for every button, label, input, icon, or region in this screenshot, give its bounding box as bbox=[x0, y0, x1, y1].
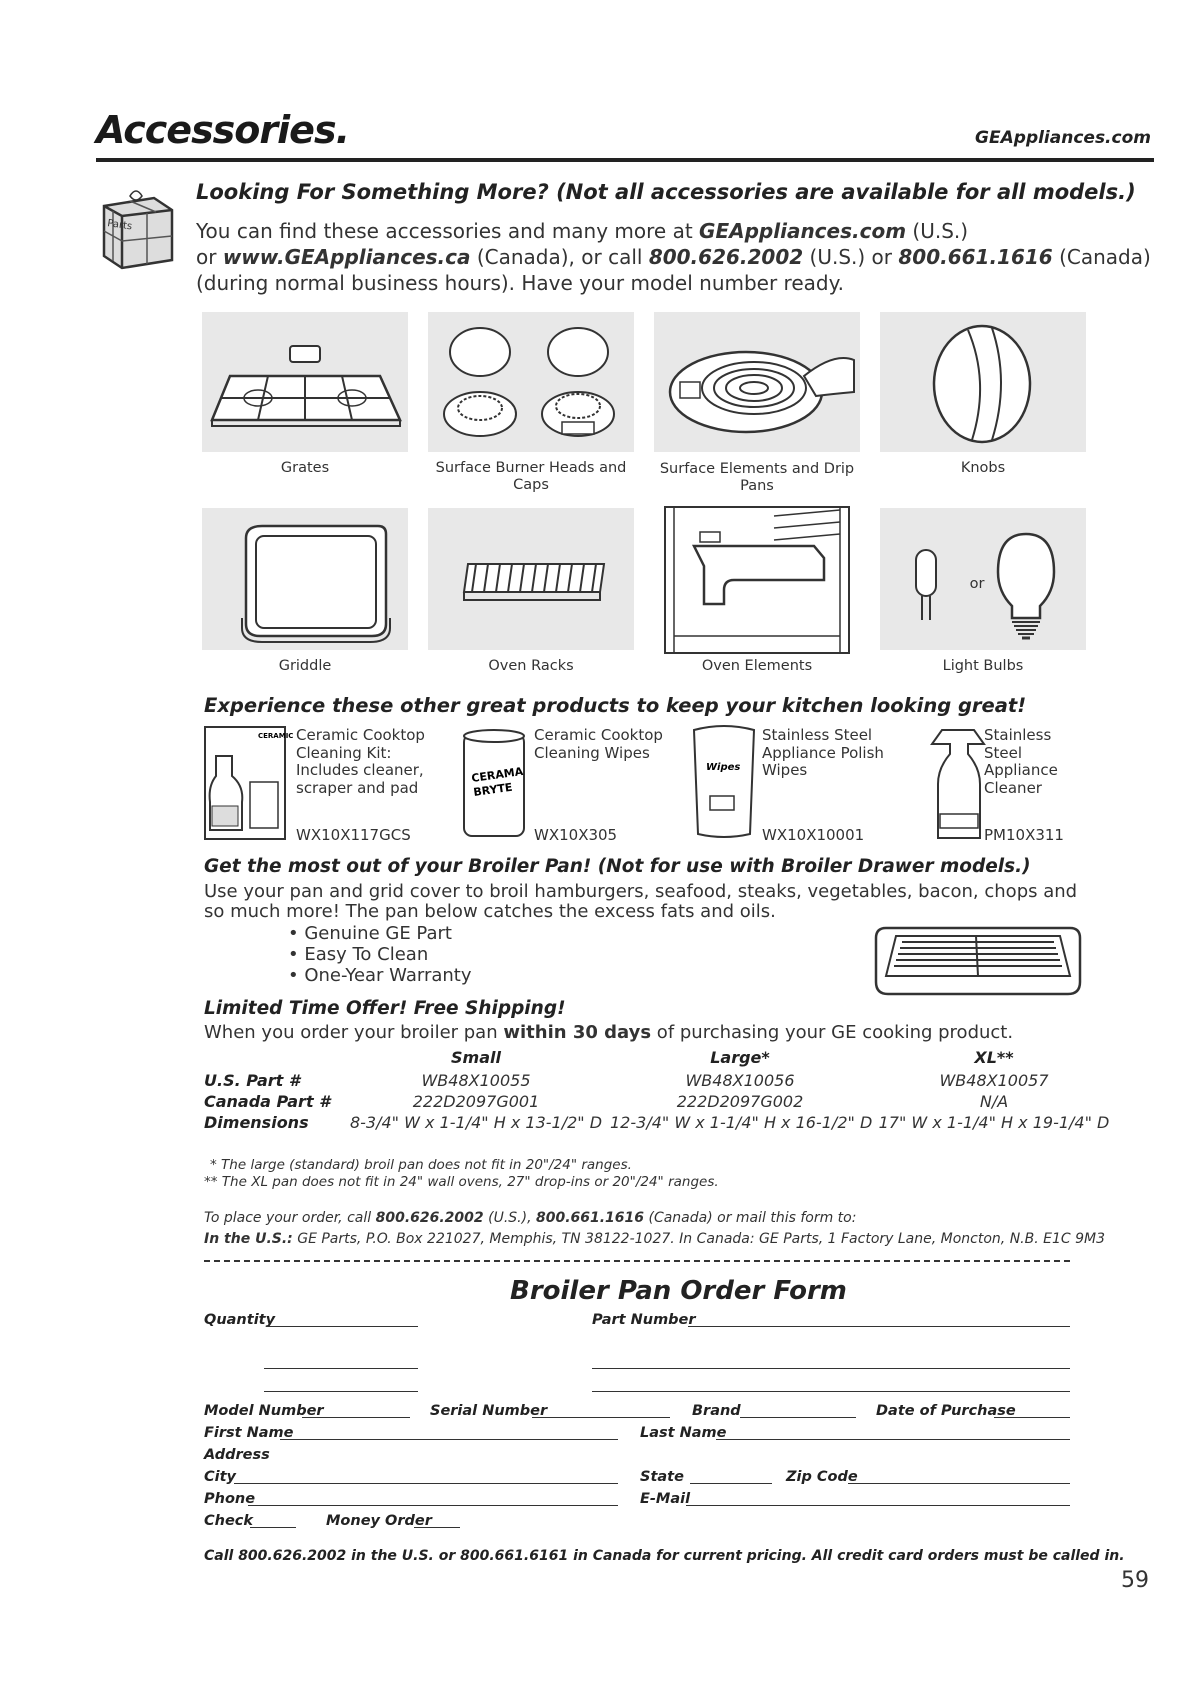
ca-site-link[interactable]: www.GEAppliances.ca bbox=[222, 245, 471, 269]
money-order-label: Money Order bbox=[326, 1513, 432, 1529]
broiler-text: Use your pan and grid cover to broil hamburgers, seafood, steaks, vegetables, bacon, chops and so much more! The pan below catches the excess fats and oils. bbox=[204, 881, 1078, 922]
bulb-or-text: or bbox=[969, 576, 985, 592]
broiler-heading: Get the most out of your Broiler Pan! (Not for use with Broiler Drawer models.) bbox=[204, 856, 1031, 877]
product-4-part: PM10X311 bbox=[984, 826, 1064, 844]
city-label: City bbox=[204, 1469, 236, 1485]
state-label: State bbox=[640, 1469, 684, 1485]
broiler-bullet-1: • Genuine GE Part bbox=[288, 923, 452, 944]
email-label: E-Mail bbox=[640, 1491, 691, 1507]
row-dim-label: Dimensions bbox=[204, 1113, 309, 1132]
dim-xl: 17" W x 1-1/4" H x 19-1/4" D bbox=[878, 1113, 1110, 1132]
svg-text:Parts: Parts bbox=[106, 218, 133, 233]
ca-small: 222D2097G001 bbox=[412, 1092, 540, 1111]
product-4-desc: Stainless Steel Appliance Cleaner bbox=[984, 726, 1058, 797]
note-xl: ** The XL pan does not fit in 24" wall ovens, 27" drop-ins or 20"/24" ranges. bbox=[204, 1174, 719, 1190]
address-label: Address bbox=[204, 1447, 270, 1463]
page-number: 59 bbox=[1121, 1568, 1149, 1593]
product-1-desc: Ceramic Cooktop Cleaning Kit: Includes cleaner, scraper and pad bbox=[296, 726, 425, 797]
serial-number-label: Serial Number bbox=[430, 1403, 548, 1419]
knobs-image bbox=[880, 312, 1086, 452]
brand-field[interactable] bbox=[740, 1417, 856, 1418]
note-large: * The large (standard) broil pan does not fit in 20"/24" ranges. bbox=[210, 1157, 632, 1173]
caption-griddle: Griddle bbox=[278, 658, 332, 674]
brand-label: Brand bbox=[692, 1403, 741, 1419]
phone-label: Phone bbox=[204, 1491, 256, 1507]
us-xl: WB48X10057 bbox=[939, 1071, 1049, 1090]
quantity-field-3[interactable] bbox=[264, 1391, 418, 1392]
surface-elements-image bbox=[654, 312, 860, 452]
broiler-bullet-3: • One-Year Warranty bbox=[288, 965, 472, 986]
phone-field[interactable] bbox=[248, 1505, 618, 1506]
cleaning-kit-icon bbox=[204, 726, 294, 840]
check-label: Check bbox=[204, 1513, 254, 1529]
product-3-desc: Stainless Steel Appliance Polish Wipes bbox=[762, 726, 884, 779]
caption-oven-racks: Oven Racks bbox=[488, 658, 574, 674]
date-of-purchase-label: Date of Purchase bbox=[876, 1403, 1016, 1419]
first-name-label: First Name bbox=[204, 1425, 294, 1441]
product-2-desc: Ceramic Cooktop Cleaning Wipes bbox=[534, 726, 663, 762]
svg-text:CERAMA: CERAMA bbox=[470, 764, 524, 785]
money-order-field[interactable] bbox=[414, 1527, 460, 1528]
product-3-part: WX10X10001 bbox=[762, 826, 865, 844]
email-field[interactable] bbox=[686, 1505, 1070, 1506]
quantity-field-2[interactable] bbox=[264, 1368, 418, 1369]
col-large: Large* bbox=[710, 1048, 770, 1067]
first-name-field[interactable] bbox=[280, 1439, 618, 1440]
intro-text: You can find these accessories and many more at GEAppliances.com (U.S.) or www.GEAppliances.ca (Canada), or call 800.626.2002 (U.S.) or 800.661.1616 (Canada) (during normal business hours). Have your model number ready. bbox=[196, 219, 1151, 295]
cleaning-wipes-icon bbox=[460, 726, 528, 840]
header-rule bbox=[96, 158, 1154, 162]
offer-text: When you order your broiler pan within 30 days of purchasing your GE cooking product. bbox=[204, 1022, 1014, 1043]
part-number-label: Part Number bbox=[592, 1312, 696, 1328]
city-field[interactable] bbox=[234, 1483, 618, 1484]
griddle-image bbox=[202, 508, 408, 650]
part-number-field-1[interactable] bbox=[688, 1326, 1070, 1327]
svg-text:BRYTE: BRYTE bbox=[472, 780, 514, 799]
form-footer: Call 800.626.2002 in the U.S. or 800.661.6161 in Canada for current pricing. All credit card orders must be called in. bbox=[204, 1548, 1125, 1564]
caption-knobs: Knobs bbox=[960, 460, 1006, 476]
model-number-label: Model Number bbox=[204, 1403, 324, 1419]
oven-elements-image bbox=[664, 506, 850, 654]
light-bulbs-image bbox=[880, 508, 1086, 650]
steel-cleaner-icon bbox=[928, 724, 992, 842]
quantity-field-1[interactable] bbox=[266, 1326, 418, 1327]
cut-line bbox=[204, 1260, 1070, 1262]
us-phone: 800.626.2002 bbox=[648, 245, 804, 269]
zip-code-label: Zip Code bbox=[786, 1469, 858, 1485]
row-us-label: U.S. Part # bbox=[204, 1071, 300, 1090]
part-number-field-3[interactable] bbox=[592, 1391, 1070, 1392]
product-2-part: WX10X305 bbox=[534, 826, 618, 844]
caption-oven-elements: Oven Elements bbox=[701, 658, 813, 674]
svg-text:Wipes: Wipes bbox=[706, 762, 741, 773]
burner-heads-image bbox=[428, 312, 634, 452]
col-small: Small bbox=[451, 1048, 501, 1067]
part-number-field-2[interactable] bbox=[592, 1368, 1070, 1369]
intro-heading: Looking For Something More? (Not all accessories are available for all models.) bbox=[196, 180, 1136, 204]
oven-racks-image bbox=[428, 508, 634, 650]
page-title: Accessories. bbox=[96, 108, 349, 152]
row-canada-label: Canada Part # bbox=[204, 1092, 331, 1111]
caption-burner-heads: Surface Burner Heads and Caps bbox=[435, 460, 627, 493]
grates-image bbox=[202, 312, 408, 452]
dim-large: 12-3/4" W x 1-1/4" H x 16-1/2" D bbox=[610, 1113, 873, 1132]
caption-light-bulbs: Light Bulbs bbox=[942, 658, 1024, 674]
check-field[interactable] bbox=[250, 1527, 296, 1528]
broiler-bullet-2: • Easy To Clean bbox=[288, 944, 429, 965]
last-name-label: Last Name bbox=[640, 1425, 727, 1441]
product-1-part: WX10X117GCS bbox=[296, 826, 411, 844]
products-heading: Experience these other great products to keep your kitchen looking great! bbox=[204, 694, 1027, 717]
col-xl: XL** bbox=[974, 1048, 1014, 1067]
last-name-field[interactable] bbox=[716, 1439, 1070, 1440]
form-title: Broiler Pan Order Form bbox=[510, 1276, 847, 1306]
order-address-text: In the U.S.: GE Parts, P.O. Box 221027, Memphis, TN 38122-1027. In Canada: GE Parts, 1 Factory Lane, Moncton, N.B. E1C 9M3 bbox=[204, 1231, 1105, 1247]
dim-small: 8-3/4" W x 1-1/4" H x 13-1/2" D bbox=[349, 1113, 603, 1132]
caption-grates: Grates bbox=[280, 460, 330, 476]
model-number-field[interactable] bbox=[302, 1417, 410, 1418]
site-url[interactable]: GEAppliances.com bbox=[975, 128, 1151, 148]
order-call-text: To place your order, call 800.626.2002 (U.S.), 800.661.1616 (Canada) or mail this form to: bbox=[204, 1210, 857, 1226]
ca-large: 222D2097G002 bbox=[676, 1092, 804, 1111]
offer-heading: Limited Time Offer! Free Shipping! bbox=[204, 998, 566, 1019]
us-small: WB48X10055 bbox=[421, 1071, 531, 1090]
zip-code-field[interactable] bbox=[848, 1483, 1070, 1484]
caption-surface-elements: Surface Elements and Drip Pans bbox=[659, 461, 855, 494]
state-field[interactable] bbox=[690, 1483, 772, 1484]
svg-text:CERAMIC: CERAMIC bbox=[258, 732, 294, 740]
ca-phone: 800.661.1616 bbox=[898, 245, 1053, 269]
parts-box-icon bbox=[96, 186, 176, 270]
polish-wipes-icon bbox=[690, 724, 758, 840]
serial-number-field[interactable] bbox=[532, 1417, 670, 1418]
us-large: WB48X10056 bbox=[685, 1071, 795, 1090]
date-of-purchase-field[interactable] bbox=[994, 1417, 1070, 1418]
broiler-pan-image bbox=[872, 922, 1084, 998]
us-site-link[interactable]: GEAppliances.com bbox=[699, 219, 907, 243]
ca-xl: N/A bbox=[979, 1092, 1009, 1111]
quantity-label: Quantity bbox=[204, 1312, 276, 1328]
